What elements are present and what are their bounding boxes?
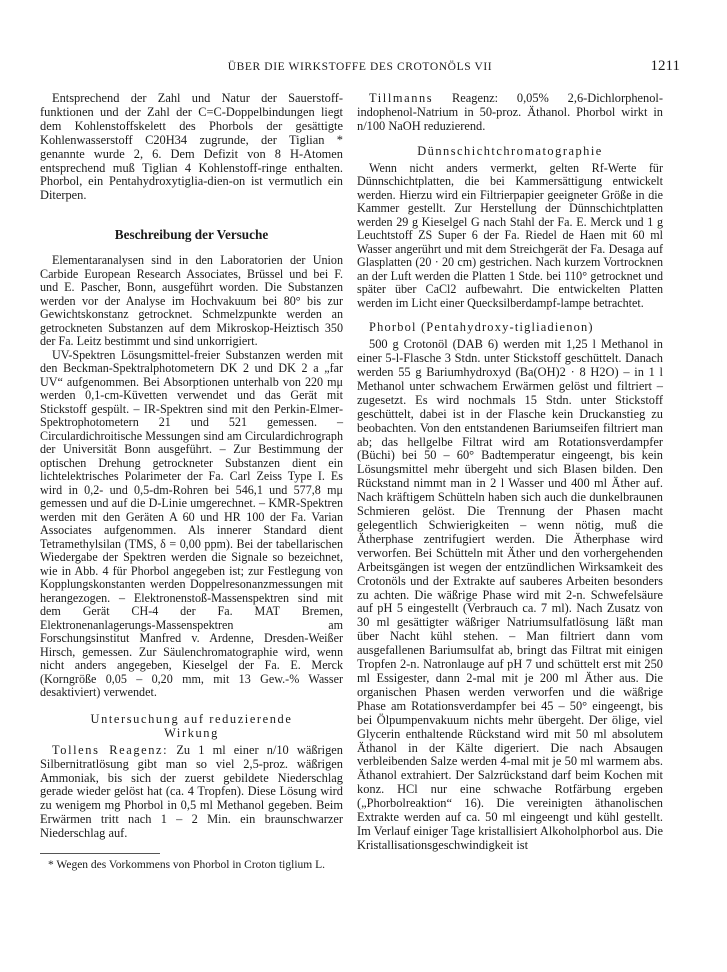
tillmanns-paragraph bbox=[357, 92, 663, 134]
dc-block bbox=[357, 162, 663, 311]
tillmanns-label: Tillmanns bbox=[369, 91, 434, 105]
intro-paragraph: Entsprechend der Zahl und Natur der Sauerstoff-funktionen und der Zahl der C=C-Doppelbindungen liegt dem Kohlenstoffskelett des Phorbols der gesättigte Kohlenwasserstoff C20H34 zugrunde, der Tiglian * genannte wurde 2, 6. Dem Defizit von 8 H-Atomen entsprechend muß Tiglian 4 Kohlenstoff-ringe enthalten. Phorbol, ein Pentahydroxytiglia-dien-on ist vermutlich ein Diterpen. bbox=[40, 91, 343, 203]
section-title: Beschreibung der Versuche bbox=[114, 227, 269, 243]
subheading-line-1: Untersuchung auf reduzierende bbox=[90, 711, 293, 726]
subheading-duennschicht: Dünnschichtchromatographie bbox=[417, 143, 603, 158]
footnote: * Wegen des Vorkommens von Phorbol in Croton tiglium L. bbox=[48, 859, 325, 872]
phorbol-paragraph: 500 g Crotonöl (DAB 6) werden mit 1,25 l Methanol in einer 5-l-Flasche 3 Stdn. unter Stickstoff geschüttelt. Danach werden 55 g Bariumhydroxyd (Ba(OH)2 · 8 H2O) – in 1 l Methanol unter schwachem Erwärmen gelöst und filtriert – zugesetzt. Es wird nochmals 15 Stdn. unter Stickstoff geschüttelt, dabei ist in der Flasche kein Druckanstieg zu beobachten. Von den entstandenen Bariumseifen filtriert man ab; das hellgelbe Filtrat wird am Rotationsverdampfer (Büchi) bei 50 – 60° Badtemperatur eingeengt, bis kein Lösungsmittel mehr übergeht und sich Blasen bilden. Den Rückstand nimmt man in 2 l Wasser und 400 ml Äther auf. Nach kräftigem Schütteln haben sich auch die dunkelbraunen Schmieren gelöst. Die Trennung der Phasen macht gelegentlich Schwierigkeiten – wenn nötig, muß die Ätherphase zentrifugiert werden. Die Ätherphase wird verworfen. Bei Schütteln mit Äther und den vorhergehenden Arbeitsgängen ist wegen der entzündlichen Wirksamkeit des Crotonöls und der Extrakte auf sauberes Arbeiten besonders zu achten. Die wäßrige Phase wird mit 2-n. Schwefelsäure auf pH 5 eingestellt (Verbrauch ca. 7 ml). Nach Zusatz von 30 ml gesättigter wäßriger Natriumsulfatlösung läßt man über Nacht kühl stehen. – Man filtriert dann vom ausgefallenen Bariumsulfat ab, bringt das Filtrat mit einigen Tropfen 2-n. Natronlauge auf pH 7 und schüttelt erst mit 250 ml Essigester, dann 2-mal mit je 200 ml Äther aus. Die organischen Phasen werden verworfen und die wäßrige Phase am Rotationsverdampfer bei 45 – 50° eingeengt, bis bei Ölpumpenvakuum nichts mehr übergeht. Der ölige, viel Glycerin enthaltende Rückstand wird mit 50 ml absolutem Äthanol in der Kälte digeriert. Die nach Absaugen verbleibenden Salze werden 4-mal mit je 50 ml warmem abs. Äthanol extrahiert. Der Salzrückstand darf beim Kochen mit konz. HCl nur eine schwache Rotfärbung ergeben („Phorbolreaktion“ 16). Die vereinigten äthanolischen Extrakte werden auf ca. 50 ml eingeengt und kühl gestellt. Im Verlauf einiger Tage kristallisiert Alkoholphorbol aus. Die Kristallisationsgeschwindigkeit ist bbox=[357, 337, 663, 852]
running-title: ÜBER DIE WIRKSTOFFE DES CROTONÖLS VII bbox=[227, 61, 493, 73]
tollens-text: Zu 1 ml einer n/10 wäßrigen Silbernitratlösung gibt man so viel 2,5-proz. wäßrigen Ammoniak, bis sich der zuerst gebildete Niederschlag gerade wieder gelöst hat (ca. 4 Tropfen). Diese Lösung wird zu wenigem mg Phorbol in 0,5 ml Methanol gegeben. Beim Erwärmen tritt nach 1 – 2 Min. ein braunschwarzer Niederschlag auf. bbox=[40, 742, 344, 841]
tollens-paragraph bbox=[40, 744, 343, 841]
subheading-phorbol: Phorbol (Pentahydroxy-tigliadienon) bbox=[369, 320, 594, 335]
elementaranalysen-paragraph: Elementaranalysen sind in den Laboratorien der Union Carbide European Research Associates, Brüssel und bei F. und E. Pascher, Bonn, ausgeführt worden. Die Substanzen werden vor der Analyse im Hochvakuum bei 80° bis zur Gewichtskonstanz getrocknet. Schmelzpunkte werden an getrockneten Substanzen auf dem Mikroskop-Heiztisch 350 der Fa. Leitz bestimmt und sind unkorrigiert. bbox=[40, 253, 343, 349]
footnote-divider bbox=[40, 853, 160, 854]
tollens-block bbox=[40, 744, 343, 841]
methods-block bbox=[40, 254, 343, 700]
right-column bbox=[357, 92, 663, 861]
page-header bbox=[40, 58, 680, 78]
tillmanns-text: Reagenz: 0,05% 2,6-Dichlorphenol-indophenol-Natrium in 50-proz. Äthanol. Phorbol wirkt in n/100 NaOH reduzierend. bbox=[357, 91, 663, 133]
subheading-line-2: Wirkung bbox=[164, 725, 219, 740]
subheading-reduzierende-wirkung bbox=[40, 712, 343, 740]
page-number: 1211 bbox=[650, 58, 680, 74]
left-column bbox=[40, 92, 343, 872]
tollens-label: Tollens Reagenz: bbox=[52, 742, 169, 757]
phorbol-block bbox=[357, 338, 663, 853]
spectra-paragraph: UV-Spektren Lösungsmittel-freier Substanzen werden mit den Beckman-Spektralphotometern DK 2 und DK 2 a „far UV“ aufgenommen. Bei Absorptionen unterhalb von 220 mμ werden 0,1-cm-Küvetten verwendet und das Gerät mit Stickstoff gespült. – IR-Spektren sind mit den Perkin-Elmer-Spektrophotometern 21 und 521 gemessen. – Circulardichroitische Messungen sind am Circulardichrograph der Universität Bonn ausgeführt. – Zur Bestimmung der optischen Drehung getrockneter Substanzen dient ein lichtelektrisches Polarimeter der Fa. Carl Zeiss Type I. Es wird in 0,2- und 0,5-dm-Rohren bei 546,1 und 577,8 mμ gemessen und auf die D-Linie umgerechnet. – KMR-Spektren werden mit den Geräten A 60 und HR 100 der Fa. Varian Associates aufgenommen. Als innerer Standard dient Tetramethylsilan (TMS, δ = 0,00 ppm). Bei der tabellarischen Wiedergabe der Spektren werden die Signale so bezeichnet, wie in Abb. 4 für Phorbol angegeben ist; zur Festlegung von Kopplungskonstanten werden Doppelresonanzmessungen mit herangezogen. – Elektronenstoß-Massenspektren sind mit dem Gerät CH-4 der Fa. MAT Bremen, Elektronenanlagerungs-Massenspektren am Forschungsinstitut Manfred v. Ardenne, Dresden-Weißer Hirsch, gemessen. Zur Säulenchromatographie wird, wenn nicht anders angegeben, Kieselgel der Fa. E. Merck (Korngröße 0,05 – 0,20 mm, mit 13 Gew.-% Wasser desaktiviert) verwendet. bbox=[40, 347, 343, 700]
dc-paragraph: Wenn nicht anders vermerkt, gelten Rf-Werte für Dünnschichtplatten, die bei Kammersättigung entwickelt werden. Hierzu wird ein Filtrierpapier geeigneter Größe in die Kammer gestellt. Zur Herstellung der Dünnschichtplatten werden 29 g Kieselgel G nach Stahl der Fa. E. Merck und 1 g Leuchtstoff ZS Super 6 der Fa. Riedel de Haen mit 60 ml Wasser angerührt und mit dem Streichgerät der Fa. Desaga auf Glasplatten (20 · 20 cm) gestrichen. Nach kurzem Vortrocknen an der Luft werden die Platten 1 Stde. bei 110° getrocknet und später über CaCl2 aufbewahrt. Die entwickelten Platten werden im Licht einer Quecksilberdampf-lampe betrachtet. bbox=[357, 160, 663, 310]
tillmanns-block bbox=[357, 92, 663, 134]
intro-paragraph-block bbox=[40, 92, 343, 203]
